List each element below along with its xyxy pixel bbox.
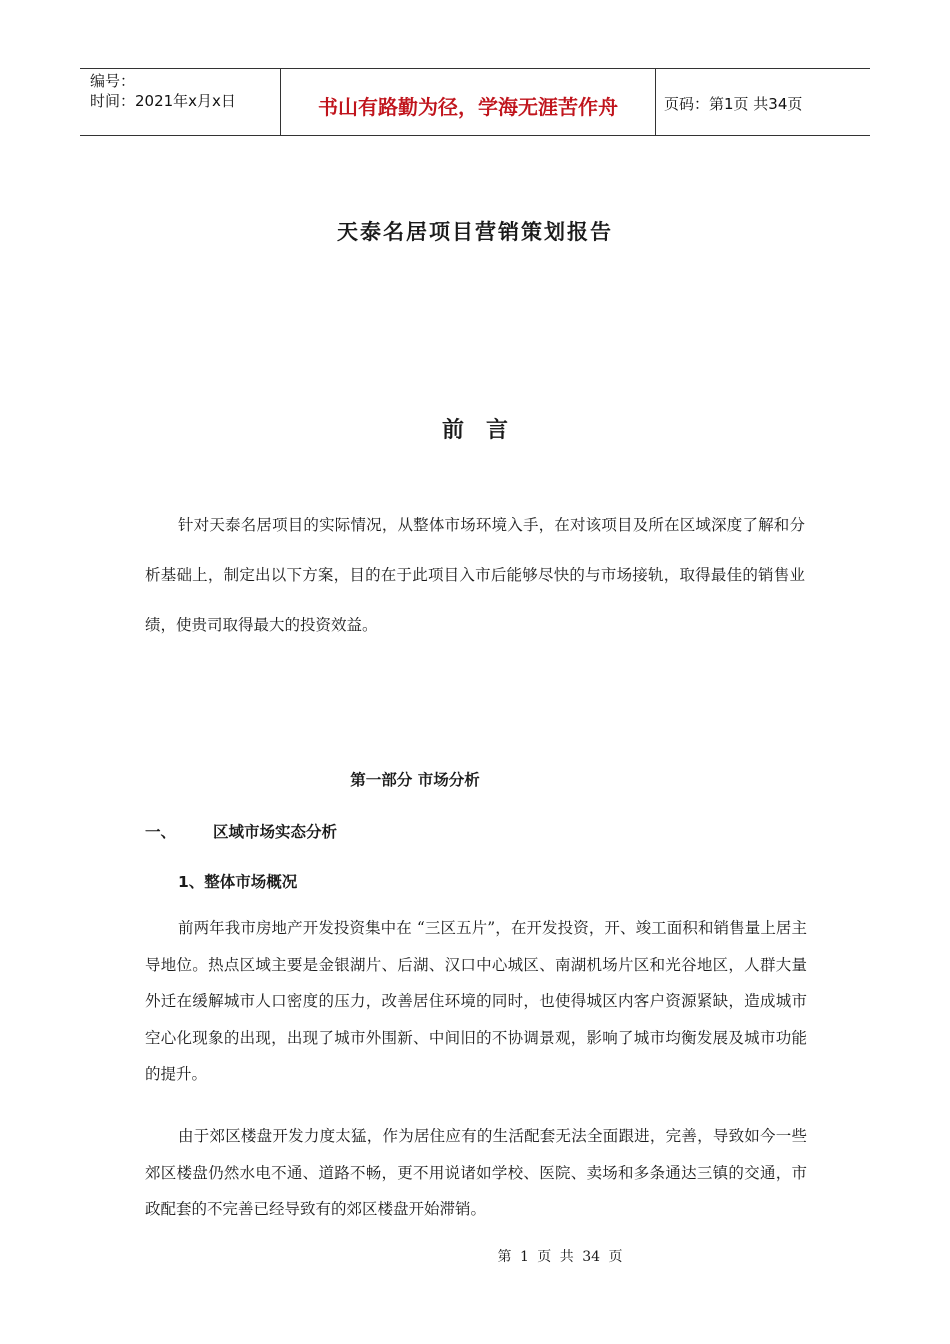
header-motto: 书山有路勤为径，学海无涯苦作舟 (281, 69, 656, 135)
header-page-info: 页码：第1页 共34页 (664, 94, 803, 113)
body-paragraph-1: 前两年我市房地产开发投资集中在 “三区五片”，在开发投资，开、竣工面积和销售量上居主导地位。热点区域主要是金银湖片、后湖、汉口中心城区、南湖机场片区和光谷地区，人群大量外迁在缓解城市人口密度的压力，改善居住环境的同时，也使得城区内客户资源紧缺，造成城市空心化现象的出现，出现了城市外围新、中间旧的不协调景观，影响了城市均衡发展及城市功能的提升。 (145, 919, 807, 1083)
preface-paragraph: 针对天泰名居项目的实际情况，从整体市场环境入手，在对该项目及所在区域深度了解和分析基础上，制定出以下方案，目的在于此项目入市后能够尽快的与市场接轨，取得最佳的销售业绩，使贵司取得最大的投资效益。 (145, 516, 805, 634)
header-meta-cell (80, 69, 281, 135)
document-title: 天泰名居项目营销策划报告 (337, 219, 613, 244)
part-title: 第一部分 市场分析 (350, 770, 480, 789)
body-paragraph-2: 由于郊区楼盘开发力度太猛，作为居住应有的生活配套无法全面跟进，完善，导致如今一些郊区楼盘仍然水电不通、道路不畅，更不用说诸如学校、医院、卖场和多条通达三镇的交通，市政配套的不完善已经导致有的郊区楼盘开始滞销。 (145, 1127, 807, 1218)
section-number: 一、 (145, 823, 177, 841)
document-time-label: 时间：2021年x月x日 (90, 92, 236, 110)
subsection-heading: 1、整体市场概况 (178, 873, 298, 891)
header-table (80, 68, 870, 136)
section-heading-text: 区域市场实态分析 (213, 823, 338, 841)
section-heading (145, 820, 337, 842)
document-number-label: 编号： (90, 72, 136, 90)
preface-heading: 前言 (441, 417, 530, 443)
page-footer: 第 1 页 共 34 页 (497, 1249, 623, 1265)
